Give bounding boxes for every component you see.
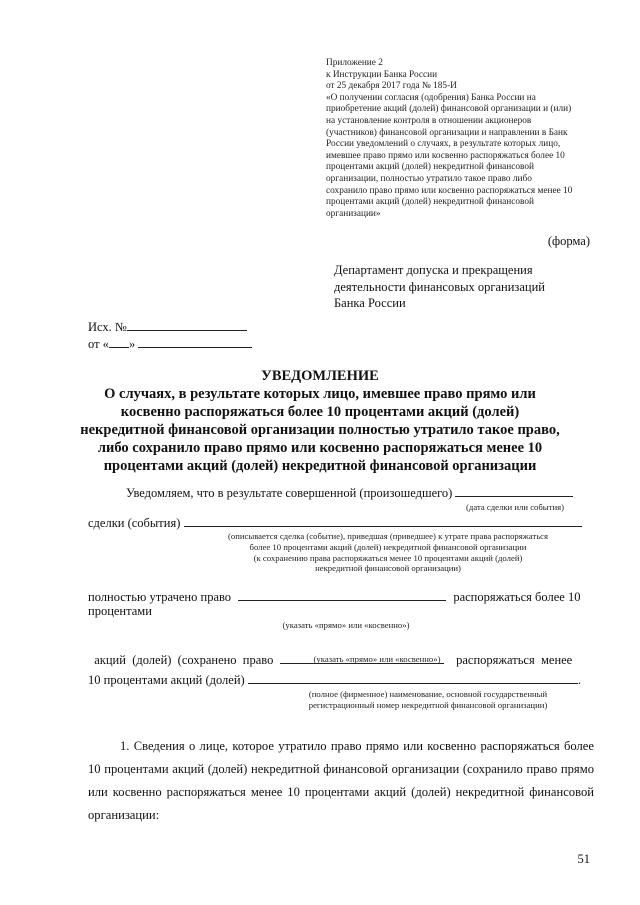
kept-prefix: акций (долей) (сохранено право [94, 653, 274, 667]
page-number: 51 [577, 852, 590, 866]
lost-suffix: распоряжаться более 10 [453, 590, 581, 604]
hint-event-date: (дата сделки или события) [466, 502, 564, 512]
lost-percent: процентами [88, 604, 152, 618]
organization-name-field[interactable] [248, 673, 578, 684]
title-line: некредитной финансовой организации полностью утратило такое право, [80, 422, 560, 438]
org-line: 10 процентами акций (долей) . [88, 673, 581, 687]
outgoing-date-field[interactable] [138, 337, 252, 348]
hint-deal-line: более 10 процентами акций (долей) некредитной финансовой организации [249, 541, 527, 552]
department-line: Департамент допуска и прекращения [334, 263, 533, 277]
title-line: О случаях, в результате которых лицо, имевшее право прямо или [104, 386, 536, 402]
appendix-line: организации, полностью утратило такое право либо [326, 173, 532, 184]
outgoing-number-field[interactable] [127, 320, 247, 331]
recipient-department [334, 262, 545, 312]
hint-org-line: (полное (фирменное) наименование, основной государственный [308, 689, 548, 699]
appendix-line: Приложение 2 [326, 58, 383, 68]
item-1-paragraph [88, 735, 594, 827]
appendix-line: от 25 декабря 2017 года № 185-И [326, 81, 457, 92]
event-date-field[interactable] [455, 486, 573, 497]
form-label: (форма) [547, 234, 590, 248]
appendix-line: на установление контроля в отношении акционеров [326, 115, 532, 126]
outgoing-number-block [88, 319, 252, 353]
appendix-line: к Инструкции Банка России [326, 69, 438, 80]
lost-direct-indirect-field[interactable] [238, 590, 446, 601]
appendix-line: «О получении согласия (одобрения) Банка России на [326, 92, 536, 103]
appendix-line: сохранило право прямо или косвенно распоряжаться менее 10 [326, 185, 573, 196]
ten-percent-label: 10 процентами акций (долей) [88, 673, 245, 687]
deal-line [88, 516, 582, 531]
deal-description-field[interactable] [184, 516, 582, 527]
deal-label: сделки (события) [88, 516, 181, 530]
outgoing-date-prefix: от « [88, 337, 109, 351]
appendix-line: (участников) финансовой организации и направлении в Банк [326, 127, 568, 138]
appendix-line: России уведомлений о случаях, в результате которых лицо, [326, 139, 561, 150]
outgoing-number-label: Исх. № [88, 320, 127, 334]
title-line: либо сохранило право прямо или косвенно распоряжаться менее 10 [97, 440, 543, 456]
outgoing-date-mid: » [128, 337, 136, 351]
appendix-line: имевшее право прямо или косвенно распоряжаться более 10 [326, 150, 565, 161]
hint-deal-line: (описывается сделка (событие), приведшая (приведшее) к утрате права распоряжаться [227, 531, 549, 541]
title-line: косвенно распоряжаться более 10 процентами акций (долей) [120, 404, 520, 420]
hint-direct-indirect-2: (указать «прямо» или «косвенно») [313, 654, 441, 664]
hint-deal-line: некредитной финансовой организации) [315, 563, 461, 574]
kept-suffix: распоряжаться менее [456, 653, 573, 667]
lost-right-line [88, 590, 580, 605]
document-title [0, 367, 640, 475]
appendix-line: процентами акций (долей) некредитной финансовой [326, 197, 535, 208]
outgoing-day-field[interactable] [109, 337, 129, 348]
appendix-reference [326, 58, 572, 220]
item-1-text: 1. Сведения о лице, которое утратило право прямо или косвенно распоряжаться более 10 процентами акций (долей) некредитной финансовой организации (сохранило право прямо или косвенно распоряжаться менее 10 процентами акций (долей) некредитной финансовой организации: [88, 739, 594, 822]
hint-deal-line: (к сохранению права распоряжаться менее 10 процентами акций (долей) [253, 552, 523, 563]
appendix-line: организации» [326, 208, 381, 219]
notify-text: Уведомляем, что в результате совершенной (произошедшего) [126, 486, 453, 500]
notify-line [126, 486, 573, 501]
hint-deal [188, 531, 588, 574]
appendix-line: приобретение акций (долей) финансовой организации и (или) [326, 104, 572, 115]
title-line: процентами акций (долей) некредитной финансовой организации [103, 458, 537, 474]
title-heading: УВЕДОМЛЕНИЕ [261, 368, 379, 384]
hint-organization [278, 689, 578, 711]
lost-prefix: полностью утрачено право [88, 590, 232, 604]
department-line: деятельности финансовых организаций [334, 279, 545, 294]
appendix-line: процентами акций (долей) некредитной финансовой [326, 162, 535, 173]
hint-org-line: регистрационный номер некредитной финансовой организации) [308, 699, 548, 710]
department-line: Банка России [334, 296, 406, 310]
hint-direct-indirect-1: (указать «прямо» или «косвенно») [282, 620, 410, 630]
